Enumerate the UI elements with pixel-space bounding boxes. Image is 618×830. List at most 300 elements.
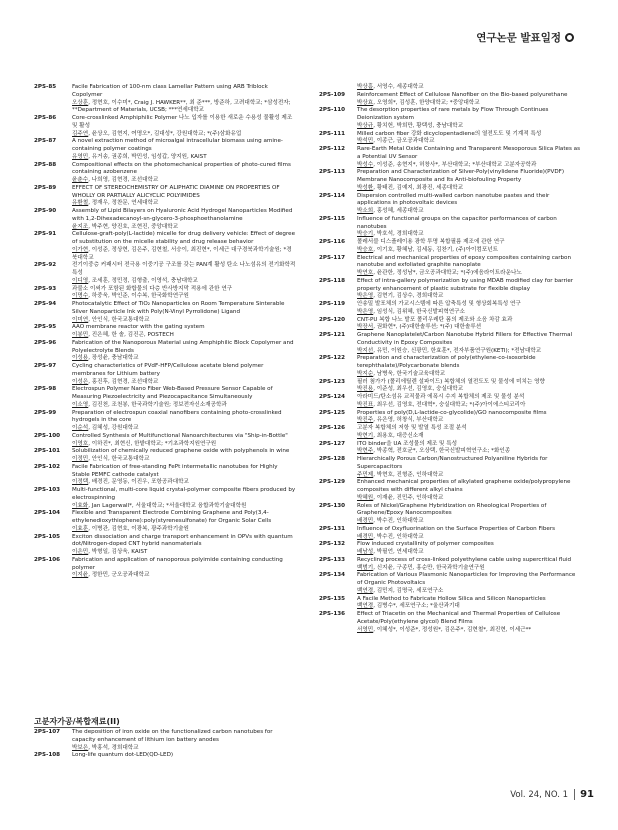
entry-coauthors: , Jan Lagerwall*, 서울대학교; *서울대학교 융합과학기술대학원 <box>88 502 247 509</box>
entry-title: Compositional effects on the photomechanical properties of photo-cured films containing azobenzene <box>72 161 291 176</box>
entry-code: 2PS-134 <box>319 572 346 579</box>
entry-authors-line <box>72 402 296 410</box>
entry-coauthors: , 장성윤, 충남대학교 <box>88 355 139 362</box>
entry-coauthors: , 정현호, 이수미*, Craig J. HAWKER**, 최 준***, 방준하, 고려대학교; *삼성전자; **Department of Materials, UCSB; ***연세대학교 <box>72 99 291 114</box>
entry-coauthors: , 박현호, 진형준, 인하대학교 <box>373 471 444 478</box>
program-entry <box>34 208 296 231</box>
entry-code: 2PS-119 <box>319 301 346 307</box>
entry-code: 2PS-92 <box>34 262 57 269</box>
section-heading: 고분자가공/복합재료(II) <box>34 717 120 726</box>
entry-code: 2PS-94 <box>34 301 57 307</box>
entry-body <box>357 410 581 426</box>
entry-authors-line <box>72 247 296 263</box>
entry-code: 2PS-122 <box>319 355 346 362</box>
entry-presenter: 박소희 <box>357 208 374 214</box>
entry-coauthors: , 윤관한, 정성남*, 금오공과대학교; *(주)에음라이트라운나노 <box>373 270 522 276</box>
entry-code: 2PS-120 <box>319 316 346 323</box>
entry-presenter: 백연경 <box>357 587 374 594</box>
entry-authors-line <box>357 371 581 379</box>
entry-authors-line <box>72 425 296 433</box>
entry-title: A novel extraction method of microalgal intracellular biomass using amine-containing polymer coatings <box>72 138 283 152</box>
entry-title: 고분자 복합체의 저항 및 발열 특성 조절 분석 <box>357 425 467 431</box>
entry-authors-line <box>357 417 581 425</box>
program-entry <box>319 278 581 301</box>
program-entry <box>319 479 581 502</box>
entry-authors-line <box>72 177 296 185</box>
header-title: 연구논문 발표일정 <box>476 32 561 44</box>
entry-coauthors: , 박수진, 인하대학교 <box>373 518 424 524</box>
entry-coauthors: , 홍성혜, 세종대학교 <box>373 208 424 214</box>
program-entry <box>34 487 296 510</box>
program-entry <box>319 611 581 634</box>
entry-body <box>357 541 581 557</box>
entry-code: 2PS-130 <box>319 502 346 509</box>
entry-authors-line <box>72 526 296 534</box>
entry-authors-line <box>357 518 581 526</box>
entry-authors-line <box>357 100 581 108</box>
entry-presenter: 박혜원 <box>357 494 374 501</box>
entry-presenter: 배남성 <box>357 549 374 555</box>
entry-code: 2PS-104 <box>34 510 61 517</box>
entry-body <box>357 355 581 378</box>
entry-coauthors: , 오영희*, 김성훈, 한양대학교; *중앙대학교 <box>373 99 480 106</box>
entry-presenter: 이성용 <box>72 355 89 362</box>
program-entry <box>319 541 581 557</box>
entry-title: 과불소 이써가 포함된 화합물의 다층 반사방지막 적용에 관한 연구 <box>72 285 233 292</box>
entry-code: 2PS-113 <box>319 169 346 176</box>
program-entry <box>34 84 296 115</box>
entry-authors-line <box>72 549 296 557</box>
entry-code: 2PS-97 <box>34 363 57 369</box>
entry-presenter: 박은영 <box>357 308 374 315</box>
entry-code: 2PS-111 <box>319 130 346 137</box>
entry-code: 2PS-109 <box>319 91 346 98</box>
entry-presenter: 박보은 <box>72 744 89 751</box>
entry-authors-line <box>357 348 581 356</box>
entry-body <box>357 317 581 333</box>
entry-presenter: 주민제 <box>357 471 374 478</box>
entry-coauthors: , 이병관, 김현호, 이광복, 광주과학기술원 <box>88 525 189 532</box>
entry-authors-line <box>357 208 581 216</box>
entry-presenter: 이은민 <box>72 549 89 555</box>
program-entry <box>34 340 296 363</box>
entry-code: 2PS-103 <box>34 487 61 493</box>
program-entry <box>319 239 581 255</box>
entry-title: Electrical and mechanical properties of epoxy composites containing carbon nanotube and exfoliated graphite nanoplate <box>357 254 572 269</box>
entry-title: Cellulose-graft-poly(L-lactide) micelle for drug delivery vehicle: Effect of degree of substitution on the micelle stability and drug release behavior <box>72 231 296 245</box>
entry-authors-line <box>357 231 581 239</box>
left-column <box>34 84 296 580</box>
entry-authors-line <box>72 131 296 139</box>
program-entry <box>34 286 296 302</box>
entry-code: 2PS-136 <box>319 611 346 617</box>
entry-title: Core-crosslinked Amphiphilic Polymer 나노 입자를 이용한 새로운 수용성 물활성 제조 및 활성 <box>72 115 293 129</box>
entry-title: ITO binder을 UA 조성물의 제조 및 특성 <box>357 440 458 447</box>
entry-body <box>357 301 581 317</box>
entry-title: Preparation of electrospun coaxial nanofibers containing photo-crosslinked hydrogels in the core <box>72 409 282 424</box>
entry-code: 2PS-117 <box>319 254 346 261</box>
entry-code: 2PS-108 <box>34 752 61 759</box>
entry-body <box>357 379 581 395</box>
entry-body <box>72 138 296 161</box>
program-entry <box>34 729 296 752</box>
entry-body <box>72 324 296 340</box>
entry-presenter: 이순석 <box>72 425 89 431</box>
program-entry <box>319 193 581 216</box>
program-entry <box>319 456 581 479</box>
entry-coauthors: , 김혜성, 강원대학교 <box>88 425 139 431</box>
page-header <box>476 30 574 45</box>
entry-title: Fabrication of the Nanoporous Material using Amphiphilic Block Copolymer and Polyelectrolyte Blends <box>72 339 294 354</box>
entry-body <box>72 510 296 533</box>
entry-code: 2PS-86 <box>34 115 57 121</box>
entry-body <box>357 216 581 239</box>
entry-body <box>72 115 296 138</box>
entry-coauthors: , 이성준, 송현지*, 허창사*, 부산대학교; *부산대학교 고분자공학과 <box>373 161 537 168</box>
entry-code: 2PS-123 <box>319 378 346 385</box>
entry-body <box>357 572 581 595</box>
entry-coauthors: , 김민지, 김명국, 세포연구소 <box>373 587 444 594</box>
entry-title: Preparation and characterization of poly(ethylene-co-isosorbide terephthalate)/Polycarbonate blends <box>357 355 536 369</box>
entry-authors-line <box>357 138 581 146</box>
entry-code: 2PS-110 <box>319 107 346 114</box>
entry-coauthors: , 박형일, 김상욱, KAIST <box>88 549 148 555</box>
entry-presenter: 배경민 <box>357 518 374 524</box>
entry-body <box>357 92 581 108</box>
entry-presenter: 이봉민 <box>72 332 89 338</box>
entry-coauthors: , 이기호, 황혜남, 김세동, 김찬기, (주)아이컴포넌트 <box>373 246 499 253</box>
entry-body <box>357 239 581 255</box>
entry-presenter: 이성은 <box>72 378 89 385</box>
entry-body <box>72 185 296 208</box>
entry-title: Photocatalytic Effect of TiO₂ Nanoparticles on Room Temperature Sinterable Silver Nanoparticle Ink with Poly(N-Vinyl Pyrrolidone) Ligand <box>72 301 285 315</box>
entry-body <box>72 487 296 510</box>
entry-presenter: 이효훈 <box>72 525 89 532</box>
entry-title: AAO membrane reactor with the gating system <box>72 324 205 331</box>
right-column <box>319 84 581 634</box>
entry-code: 2PS-115 <box>319 215 346 222</box>
entry-coauthors: , 유은영, 허창식, 부산대학교 <box>373 417 444 424</box>
entry-code: 2PS-91 <box>34 231 57 238</box>
entry-title: Facile Fabrication of 100-nm class Lamellar Pattern using ARB Triblock Copolymer <box>72 84 268 98</box>
entry-presenter: 박현기 <box>357 432 374 439</box>
entry-code: 2PS-85 <box>34 84 57 90</box>
entry-presenter: 박진표 <box>357 401 374 408</box>
entry-presenter: 이디영 <box>72 277 89 284</box>
program-entry <box>319 410 581 426</box>
entry-title: Multi-functional, multi-core liquid crystal-polymer composite fibers produced by electrospinning <box>72 487 296 501</box>
entry-presenter: 박현주 <box>357 448 374 455</box>
entry-body <box>72 262 296 285</box>
entry-authors-line <box>357 84 581 92</box>
program-entry <box>319 131 581 147</box>
entry-code: 2PS-118 <box>319 277 346 284</box>
program-entry <box>319 441 581 457</box>
entry-authors-line <box>357 162 581 170</box>
entry-code: 2PS-95 <box>34 324 57 331</box>
entry-presenter: 윤지조 <box>72 223 89 230</box>
entry-title: Influence of Oxyfluorination on the Surface Properties of Carbon Fibers <box>357 525 556 532</box>
entry-code: 2PS-129 <box>319 479 346 486</box>
entry-body <box>357 441 581 457</box>
entry-code: 2PS-131 <box>319 525 346 532</box>
volume-label: Vol. 24, NO. 1 <box>510 789 569 800</box>
entry-body <box>357 255 581 278</box>
program-entry <box>319 394 581 410</box>
entry-code: 2PS-107 <box>34 729 61 735</box>
program-entry <box>319 216 581 239</box>
entry-presenter: 김주연 <box>72 130 89 137</box>
entry-title: Reinforcement Effect of Cellulose Nanofiber on the Bio-based polyurethane <box>357 91 568 98</box>
entry-coauthors: , 조세훈, 정민정, 김형출, 이영석, 충남대학교 <box>88 277 198 284</box>
entry-authors-line <box>357 627 581 635</box>
entry-code: 2PS-128 <box>319 456 346 462</box>
entry-body <box>72 752 296 760</box>
entry-title: 안송밀 발포체의 가교시스템에 따른 압축특성 및 형상회복특성 연구 <box>357 301 521 307</box>
entry-title: 아라미드/탄소섬유 교직물과 에폭시 수지 복합체의 제조 및 물성 분석 <box>357 394 525 400</box>
entry-title: Roles of Nickel/Graphene Hybridization on Rheological Properties of Graphene/Epoxy Nanocomposites <box>357 502 547 517</box>
entry-title: Enhanced mechanical properties of alkylated graphene oxide/polypropylene composites with different alkyl chains <box>357 479 571 493</box>
entry-code: 2PS-101 <box>34 448 61 455</box>
entry-title: Graphene Nanoplatelet/Carbon Nanotube Hybrid Fillers for Effective Thermal Conductivity in Epoxy Composites <box>357 332 573 346</box>
entry-coauthors: , 권화현*, (주)대한솔루션; *(주) 대한솔루션 <box>373 324 482 331</box>
entry-title: EFFECT OF STEREOCHEMISTRY OF ALIPHATIC DIAMINE ON PROPERTIES OF WHOLLY OR PARTIALLY ALICYCLIC POLYIMIDES <box>72 184 280 199</box>
entry-body <box>72 208 296 231</box>
entry-coauthors: , 하중욱, 박인준, 이수복, 한국화학연구원 <box>88 293 189 300</box>
entry-title: Hierarchically Porous Carbon/Nanostructured Polyaniline Hybrids for Supercapacitors <box>357 456 548 470</box>
entry-title: Cycling characteristics of PVdF-HFP/Cellulose acetate blend polymer membranes for Lithium battery <box>72 363 264 377</box>
entry-code: 2PS-133 <box>319 556 346 563</box>
entry-title: The deposition of iron oxide on the functionalized carbon nanotubes for capacity enhancement of lithium ion battery anodes <box>72 729 273 743</box>
entry-code: 2PS-106 <box>34 556 61 563</box>
entry-authors-line <box>72 317 296 325</box>
entry-body <box>72 84 296 115</box>
entry-authors-line <box>357 270 581 278</box>
program-entry <box>34 386 296 409</box>
program-entry <box>34 534 296 557</box>
entry-coauthors: , 정재우, 정찬문, 연세대학교 <box>88 200 159 207</box>
entry-code: 2PS-102 <box>34 463 61 470</box>
entry-presenter: 백범기 <box>357 564 374 571</box>
entry-body <box>357 193 581 216</box>
entry-code: 2PS-124 <box>319 394 346 400</box>
entry-presenter: 이지윤 <box>72 572 89 579</box>
entry-presenter: 박지선 <box>357 347 374 354</box>
entry-title: Properties of poly(D,L-lactide-co-glycolide)/GO nanocomposite films <box>357 409 547 416</box>
program-entry <box>319 526 581 542</box>
entry-title: 전기이중층 커패시터 전극용 이중기공 구조를 갖는 PAN계 활성 탄소 나노섬유의 전기화학적 특성 <box>72 262 296 276</box>
program-entry <box>34 448 296 464</box>
entry-presenter: 박상규 <box>357 122 374 129</box>
program-entry <box>319 557 581 573</box>
entry-coauthors: , 최용호, 대증신소재 <box>373 432 424 439</box>
entry-coauthors: , 박호석, 경희대학교 <box>373 231 424 238</box>
entry-title: Milled carbon fiber 강화 dicyclopentadiene의 열전도도 및 기계적 특성 <box>357 130 542 137</box>
entry-coauthors: , 신지윤, 구종민, 홍순만, 한국과학기술연구원 <box>373 564 485 571</box>
entry-coauthors: , 이하진*, 최현신, 한밭대학교; *기초과학지원연구원 <box>88 440 217 447</box>
entry-body <box>357 611 581 634</box>
entry-presenter: 박성수 <box>357 161 374 168</box>
entry-authors-line <box>72 503 296 511</box>
program-entry <box>34 138 296 161</box>
program-entry <box>34 752 296 760</box>
entry-title: Dispersion controlled multi-walled carbon nanotube pastes and their applications in photovoltaic devices <box>357 192 550 207</box>
entry-authors-line <box>72 572 296 580</box>
entry-presenter: 백연경 <box>357 603 374 610</box>
program-entry <box>34 557 296 580</box>
program-entry <box>319 317 581 333</box>
entry-coauthors: , 이혜성*, 이성준*, 정성원*, 김은주*, 김현철*, 최진현, 이세근** <box>373 626 532 633</box>
program-entry <box>319 572 581 595</box>
entry-code: 2PS-112 <box>319 146 346 152</box>
entry-coauthors: , 이재윤, 진민주, 인하대학교 <box>373 494 444 501</box>
section-entry-list <box>34 729 296 760</box>
entry-authors-line <box>357 588 581 596</box>
entry-title: Influence of functional groups on the capacitor performances of carbon nanotubes <box>357 215 557 230</box>
entry-coauthors: , 남병욱, 한국기술교육대학교 <box>373 370 446 377</box>
program-entry <box>319 84 581 92</box>
entry-presenter: 박상흠 <box>357 84 374 90</box>
entry-title: Preparation and Characterization of Silver-Poly(vinylidene Fluoride)(PVDF) Membrane Nanocomposite and Its Anti-biofouling Property <box>357 169 565 183</box>
page-number: 91 <box>574 789 594 800</box>
entry-presenter: 이효화 <box>72 502 89 509</box>
entry-title: Effect of Triacetin on the Mechanical and Thermal Properties of Cellulose Acetate/Poly(ethylene glycol) Blend Films <box>357 611 561 625</box>
entry-body <box>72 448 296 464</box>
entry-code: 2PS-100 <box>34 432 61 439</box>
entry-coauthors: , 정한민, 군오공과대학교 <box>88 572 150 579</box>
entry-body <box>357 394 581 410</box>
program-entry <box>34 301 296 324</box>
entry-authors-line <box>72 456 296 464</box>
program-entry <box>319 355 581 378</box>
entry-title: 폴레서블 디스플레이용 광학 투명 복합필름 제조에 관한 연구 <box>357 239 505 245</box>
entry-coauthors: , 박주현, 양진호, 조현진, 중앙대학교 <box>88 223 179 230</box>
entry-code: 2PS-132 <box>319 541 346 548</box>
entry-title: A Facile Method to Fabricate Hollow Silica and Silicon Nanoparticles <box>357 595 546 602</box>
program-entry <box>319 255 581 278</box>
entry-coauthors: , 유민, 이원승, 신광민, 한효훈*, 전자부품연구원(KETI); *전남대학교 <box>373 347 542 354</box>
entry-body <box>72 729 296 752</box>
entry-body <box>357 131 581 147</box>
entry-code: 2PS-105 <box>34 533 61 540</box>
entry-coauthors: , 박종혁, 전호균*, 오상택, 한국신발피혁연구소; *화인종 <box>373 448 511 455</box>
entry-authors-line <box>357 472 581 480</box>
program-entry <box>34 185 296 208</box>
entry-body <box>72 231 296 262</box>
entry-code: 2PS-88 <box>34 161 57 168</box>
entry-presenter: 박장서 <box>357 324 374 331</box>
entry-authors-line <box>357 123 581 131</box>
entry-authors-line <box>72 745 296 753</box>
entry-presenter: 박석민 <box>357 138 374 145</box>
entry-title: The desorption properties of rare metals by Flow Through Continues Deionization system <box>357 107 549 121</box>
circle-icon <box>565 33 574 42</box>
entry-title: Controlled Synthesis of Multifunctional Nanoarchitectures via "Ship-in-Bottle" <box>72 432 288 439</box>
entry-presenter: 이정택 <box>72 479 89 486</box>
entry-authors-line <box>357 448 581 456</box>
entry-body <box>72 340 296 363</box>
entry-presenter: 박진용 <box>357 386 374 393</box>
entry-coauthors: , 임성식, 김위혜, 한국신발피혁연구소 <box>373 308 465 315</box>
entry-body <box>72 534 296 557</box>
entry-coauthors: , 유거송, 권종희, 박민성, 임성갑, 양지원, KAIST <box>88 153 207 160</box>
entry-presenter: 유환철 <box>72 200 89 207</box>
entry-body <box>357 84 581 92</box>
entry-authors-line <box>72 278 296 286</box>
entry-presenter: 박은영 <box>357 293 374 300</box>
entry-presenter: 이정민 <box>72 456 89 462</box>
entry-title: CNT-PU 복합 나노 발포 폴리우레탄 폼의 제조와 소음 차감 효과 <box>357 316 513 323</box>
entry-body <box>357 146 581 169</box>
entry-code: 2PS-96 <box>34 339 57 346</box>
entry-authors-line <box>357 309 581 317</box>
entry-coauthors: , 김현기, 김상수, 경희대학교 <box>373 293 444 300</box>
entry-authors-line <box>357 324 581 332</box>
entry-authors-line <box>72 441 296 449</box>
entry-code: 2PS-127 <box>319 440 346 447</box>
entry-presenter: 이소영 <box>72 401 89 408</box>
entry-presenter: 서영민 <box>357 626 374 633</box>
entry-title: Flexible and Transparent Electrode Combining Graphene and Poly(3,4-ethylenedioxythiophene):poly(styrenesulfonate) for Organic Solar Cells <box>72 510 272 524</box>
entry-authors-line <box>357 293 581 301</box>
entry-code: 2PS-121 <box>319 332 346 338</box>
entry-body <box>357 596 581 612</box>
entry-title: 필러 첨가가 (폴리에틸렌 설파이드) 복합체의 열전도도 및 물성에 미치는 영향 <box>357 378 545 385</box>
entry-coauthors: , 박수진, 인하대학교 <box>373 533 424 540</box>
entry-code: 2PS-135 <box>319 595 346 602</box>
entry-body <box>72 363 296 386</box>
entry-authors-line <box>72 200 296 208</box>
program-entry <box>319 92 581 108</box>
entry-title: Effect of intra-gallery polymerization by using MDAB modified clay for barrier property enhancement of plastic substrate for flexible display <box>357 277 574 292</box>
entry-coauthors: , 진은혜, 한 솔, 김진곤, POSTECH <box>88 332 174 338</box>
entry-code: 2PS-90 <box>34 208 57 214</box>
page-footer <box>510 789 594 800</box>
entry-body <box>357 278 581 301</box>
entry-presenter: 박승호 <box>357 246 374 253</box>
entry-code: 2PS-98 <box>34 386 57 393</box>
entry-coauthors: , 배경진, 문영동, 이진우, 포항공과대학교 <box>88 479 189 486</box>
program-entry <box>34 115 296 138</box>
entry-coauthors: , 안인식, 한국교통대학교 <box>88 316 150 323</box>
entry-authors-line <box>357 565 581 573</box>
entry-authors-line <box>72 479 296 487</box>
entry-body <box>357 107 581 130</box>
entry-authors-line <box>357 603 581 611</box>
entry-presenter: 이영호 <box>72 440 89 447</box>
program-entry <box>319 301 581 317</box>
entry-body <box>357 557 581 573</box>
entry-authors-line <box>357 247 581 255</box>
program-entry <box>34 231 296 262</box>
entry-code: 2PS-116 <box>319 239 346 245</box>
entry-authors-line <box>72 293 296 301</box>
program-entry <box>319 425 581 441</box>
program-entry <box>34 162 296 185</box>
entry-body <box>357 503 581 526</box>
program-entry <box>319 503 581 526</box>
entry-code: 2PS-99 <box>34 409 57 416</box>
program-entry <box>34 324 296 340</box>
entry-presenter: 오상훈 <box>72 99 89 106</box>
entry-title: Assembly of Lipid Bilayers on Hyaluronic Acid Hydrogel Nanoparticles Modified with 1,2-Dihexadecanoyl-sn-glycero-3-phosphoethanolamine <box>72 208 293 222</box>
entry-authors-line <box>72 355 296 363</box>
entry-code: 2PS-89 <box>34 184 57 191</box>
program-entry <box>319 332 581 355</box>
entry-authors-line <box>72 332 296 340</box>
entry-body <box>72 301 296 324</box>
entry-body <box>72 433 296 449</box>
